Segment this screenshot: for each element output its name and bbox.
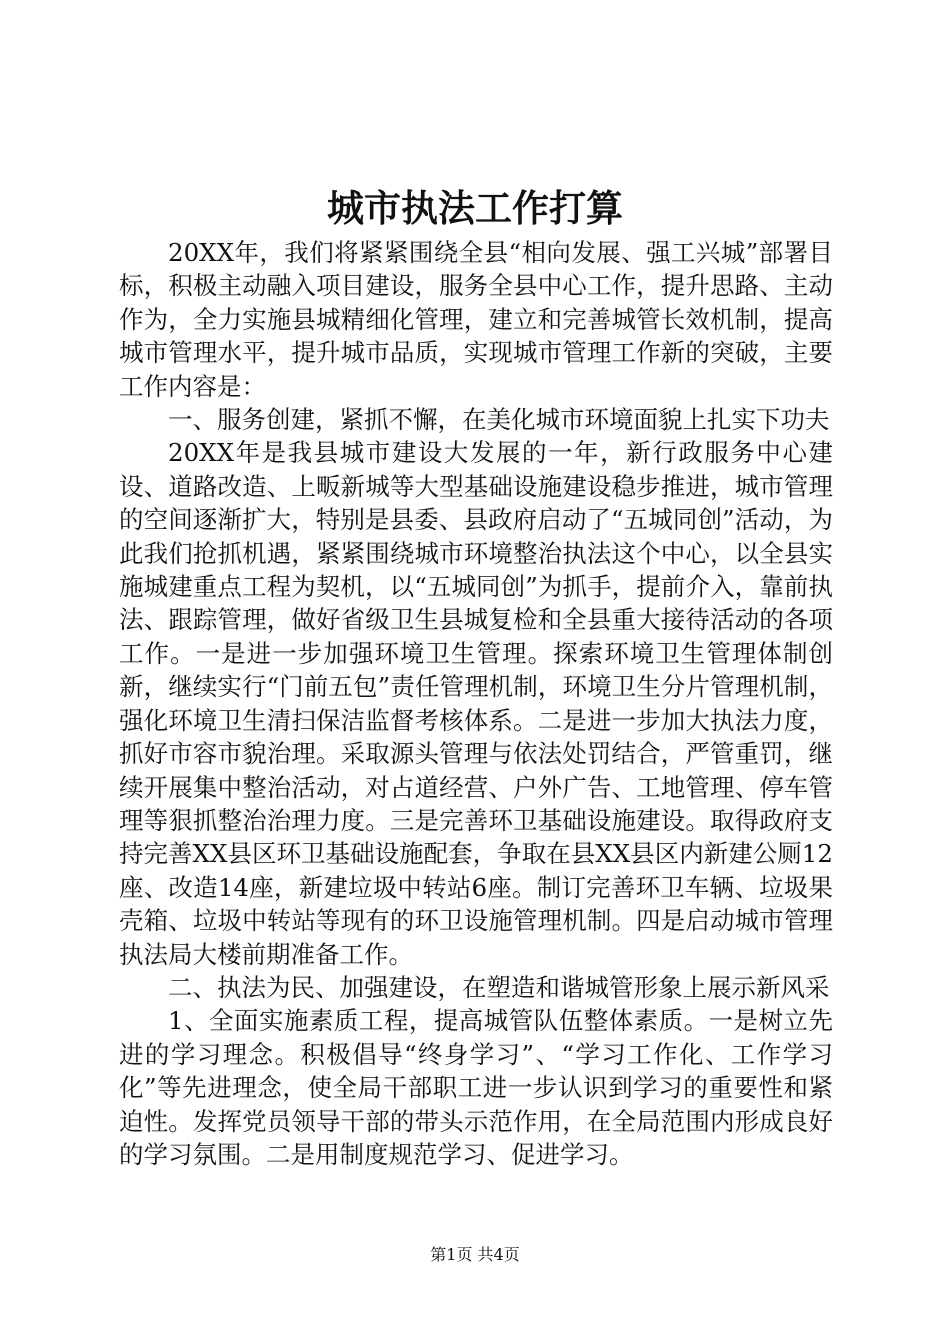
paragraph-section-1: 20XX年是我县城市建设大发展的一年，新行政服务中心建设、道路改造、上畈新城等大型基础设施建设稳步推进，城市管理的空间逐渐扩大，特别是县委、县政府启动了“五城同创”活动，为此我们抢抓机遇，紧紧围绕城市环境整治执法这个中心，以全县实施城建重点工程为契机，以“五城同创”为抓手，提前介入，靠前执法、跟踪管理，做好省级卫生县城复检和全县重大接待活动的各项工作。一是进一步加强环境卫生管理。探索环境卫生管理体制创新，继续实行“门前五包”责任管理机制，环境卫生分片管理机制，强化环境卫生清扫保洁监督考核体系。二是进一步加大执法力度，抓好市容市貌治理。采取源头管理与依法处罚结合，严管重罚，继续开展集中整治活动，对占道经营、户外广告、工地管理、停车管理等狠抓整治治理力度。三是完善环卫基础设施建设。取得政府支持完善XX县区环卫基础设施配套，争取在县XX县区内新建公厕12座、改造14座，新建垃圾中转站6座。制订完善环卫车辆、垃圾果壳箱、垃圾中转站等现有的环卫设施管理机制。四是启动城市管理执法局大楼前期准备工作。 xyxy=(119,438,833,969)
document-title: 城市执法工作打算 xyxy=(327,186,623,230)
section-heading-1: 一、服务创建，紧抓不懈，在美化城市环境面貌上扎实下功夫 xyxy=(168,405,830,435)
page-number-footer: 第1页 共4页 xyxy=(430,1245,520,1264)
document-body xyxy=(119,236,833,1171)
paragraph-section-2-item-1: 1、全面实施素质工程，提高城管队伍整体素质。一是树立先进的学习理念。积极倡导“终身学习”、“学习工作化、工作学习化”等先进理念，使全局干部职工进一步认识到学习的重要性和紧迫性。发挥党员领导干部的带头示范作用，在全局范围内形成良好的学习氛围。二是用制度规范学习、促进学习。 xyxy=(119,1006,833,1169)
paragraph-intro: 20XX年，我们将紧紧围绕全县“相向发展、强工兴城”部署目标，积极主动融入项目建设，服务全县中心工作，提升思路、主动作为，全力实施县城精细化管理，建立和完善城管长效机制，提高城市管理水平，提升城市品质，实现城市管理工作新的突破，主要工作内容是： xyxy=(119,238,833,401)
section-heading-2: 二、执法为民、加强建设，在塑造和谐城管形象上展示新风采 xyxy=(168,972,830,1002)
